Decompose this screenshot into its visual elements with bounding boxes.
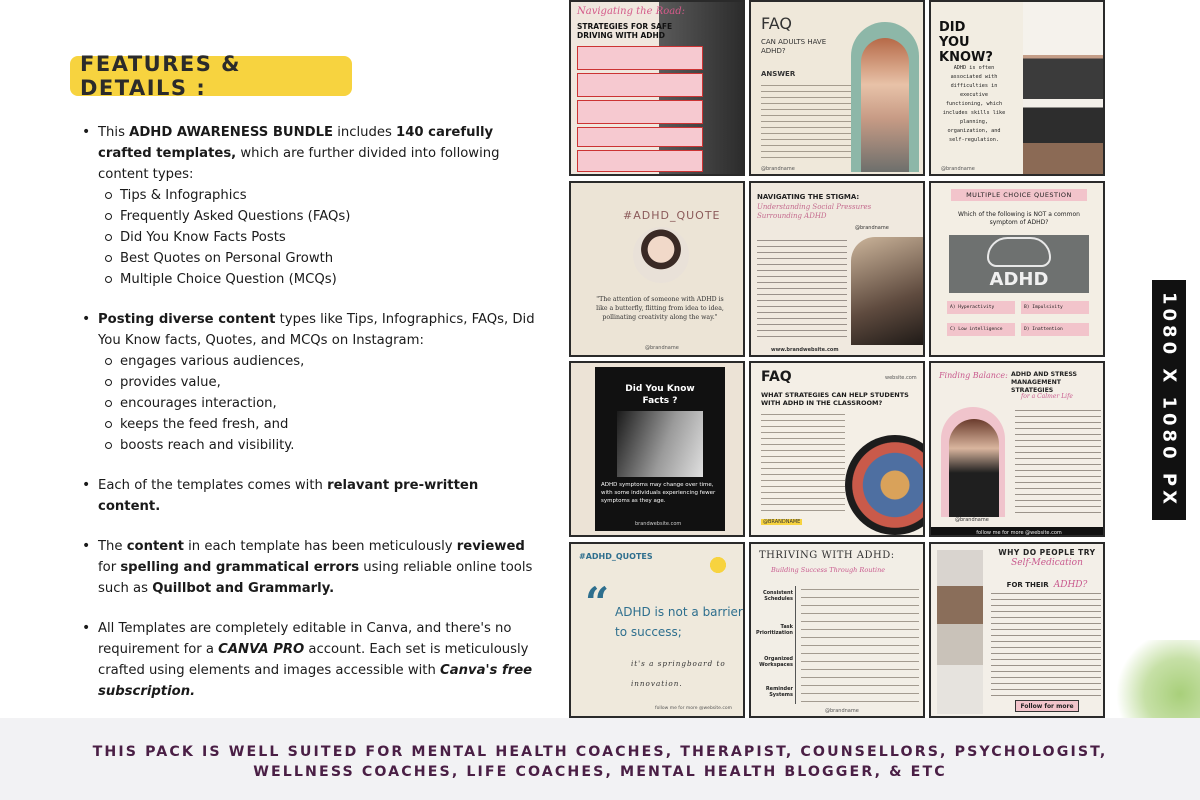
quote-icon: “ [585, 578, 610, 627]
routine-text-lines [801, 586, 919, 704]
mcq-question: Which of the following is NOT a common symptom of ADHD? [958, 211, 1080, 226]
answer-text-lines [761, 411, 845, 515]
mcq-option: A) Hyperactivity [947, 301, 1015, 314]
text: in each template has been meticulously [183, 539, 457, 554]
tips-list [1015, 407, 1101, 517]
tile-title: DID YOU KNOW? [939, 20, 993, 65]
classroom-photo-circle [845, 435, 925, 535]
photo-strip [937, 550, 983, 714]
text: Each of the templates comes with [98, 478, 328, 493]
features-list [82, 122, 542, 721]
woman-photo [617, 411, 703, 477]
tile-script: Finding Balance: [939, 371, 1008, 380]
quote-text: "The attention of someone with ADHD is like a butterfly, flitting from idea to idea, pollinating creativity along the way." [596, 296, 724, 321]
tile-title: NAVIGATING THE STIGMA: [757, 193, 860, 201]
list-item: Did You Know Facts Posts [98, 227, 542, 248]
text: The [98, 539, 127, 554]
decorative-blob [1110, 640, 1200, 730]
text: Quillbot and Grammarly. [152, 581, 335, 596]
text: includes [333, 125, 397, 140]
site: website.com [885, 375, 917, 381]
handle: @brandname [941, 166, 975, 172]
woman-photo [861, 38, 909, 172]
fact-text: ADHD is often associated with difficulties in executive functioning, which includes skills like planning, organization, and self-regulation. [942, 65, 1006, 143]
list-item: keeps the feed fresh, and [98, 414, 542, 435]
template-adhd-quote [569, 181, 745, 357]
text: relavant pre-written content. [98, 478, 479, 514]
tips-card [577, 100, 703, 124]
routine-details [795, 586, 796, 704]
faq-question: CAN ADULTS HAVE ADHD? [761, 38, 827, 55]
tile-title: MULTIPLE CHOICE QUESTION [951, 189, 1087, 201]
list-item: engages various audiences, [98, 351, 542, 372]
text: which are further divided into following content types: [98, 146, 500, 182]
footer: follow me for more @website.com [655, 706, 732, 711]
bulb-icon [701, 550, 735, 580]
handle: @brandname [855, 225, 889, 231]
handle: @brandname [825, 708, 859, 714]
tile-script: for a Calmer Life [1021, 393, 1073, 400]
closet-photo [1023, 2, 1105, 176]
template-mcq [929, 181, 1105, 357]
text: account. Each set is meticulously crafted using elements and images accessible with [98, 642, 529, 678]
faq-question: WHAT STRATEGIES CAN HELP STUDENTS WITH ADHD IN THE CLASSROOM? [761, 391, 909, 407]
feature-reviewed [82, 536, 542, 599]
list-item: boosts reach and visibility. [98, 435, 542, 456]
text: CANVA PRO [218, 642, 305, 657]
template-did-you-know [929, 0, 1105, 176]
benefits-list [98, 351, 542, 456]
routine-row-label: Reminder Systems [765, 686, 793, 698]
tips-card [577, 73, 703, 97]
mcq-option: D) Inattention [1021, 323, 1089, 336]
text: Posting diverse content [98, 312, 276, 327]
list-item: Best Quotes on Personal Growth [98, 248, 542, 269]
reasons-list [991, 590, 1101, 696]
feature-bundle [82, 122, 542, 290]
tile-script: Building Success Through Routine [771, 566, 886, 574]
tips-card [577, 150, 703, 172]
tile-title: Did You Know Facts ? [625, 384, 695, 406]
handle: @brandname [955, 517, 989, 523]
tile-script: Self-Medication [1011, 558, 1083, 568]
site: brandwebsite.com [635, 521, 682, 527]
routine-row-label: Consistent Schedules [762, 590, 793, 602]
features-heading: FEATURES & DETAILS : [70, 56, 352, 96]
audience-line-2: WELLNESS COACHES, LIFE COACHES, MENTAL HEALTH BLOGGER, & ETC [253, 764, 947, 780]
tile-title-2 [991, 572, 1103, 591]
tile-title: THRIVING WITH ADHD: [759, 550, 895, 561]
handle: @BRANDNAME [763, 519, 801, 525]
list-item: provides value, [98, 372, 542, 393]
text: All Templates are completely editable in Canva, and there's no requirement for a [98, 621, 512, 657]
stigma-list [757, 237, 847, 341]
template-self-medication [929, 542, 1105, 718]
footer-bar: follow me for more @website.com [931, 527, 1105, 537]
text: using reliable online tools such as [98, 560, 533, 596]
list-item: encourages interaction, [98, 393, 542, 414]
feature-diverse-content [82, 309, 542, 456]
mcq-option: B) Impulsivity [1021, 301, 1089, 314]
bundle-name: ADHD AWARENESS BUNDLE [129, 125, 333, 140]
mcq-option: C) Low intelligence [947, 323, 1015, 336]
routine-row-label: Task Prioritization [756, 624, 793, 636]
list-item: Multiple Choice Question (MCQs) [98, 269, 542, 290]
template-dyk-facts [569, 361, 745, 537]
tile-tag: #ADHD_QUOTE [623, 209, 721, 222]
tips-card [577, 127, 703, 147]
fact-text: ADHD symptoms may change over time, with some individuals experiencing fewer symptoms as they age. [601, 482, 716, 504]
follow-button: Follow for more [1015, 700, 1079, 712]
image-text: ADHD [989, 269, 1049, 290]
tile-script: Navigating the Road: [577, 6, 685, 17]
handle: @brandname [645, 345, 679, 351]
template-faq-adults [749, 0, 925, 176]
text: for [98, 560, 121, 575]
feature-editable [82, 618, 542, 702]
tile-title: FAQ [761, 14, 792, 33]
woman-photo [949, 419, 999, 517]
template-stigma [749, 181, 925, 357]
template-driving-tips [569, 0, 745, 176]
template-stress-management [929, 361, 1105, 537]
woman-photo [851, 237, 923, 345]
tile-title: FAQ [761, 369, 792, 385]
tile-title: STRATEGIES FOR SAFE DRIVING WITH ADHD [577, 22, 673, 40]
template-count: 140 carefully crafted templates, [98, 125, 494, 161]
template-adhd-quotes [569, 542, 745, 718]
tile-title: ADHD AND STRESS MANAGEMENT STRATEGIES [1011, 371, 1077, 394]
list-item: Frequently Asked Questions (FAQs) [98, 206, 542, 227]
text: Canva's free subscription. [98, 663, 533, 699]
tips-card [577, 46, 703, 70]
tile-script: ADHD? [1053, 580, 1088, 590]
audience-text [0, 742, 1200, 782]
tile-script: it's a springboard to innovation. [631, 659, 726, 688]
answer-text-lines [761, 82, 851, 162]
content-types-list [98, 185, 542, 290]
template-preview-grid [568, 0, 1108, 720]
text: types like Tips, Infographics, FAQs, Did You Know facts, Quotes, and MCQs on Instagram: [98, 312, 535, 348]
text: content [126, 539, 184, 554]
template-thriving [749, 542, 925, 718]
template-faq-classroom [749, 361, 925, 537]
brain-shape [987, 237, 1051, 267]
dimension-badge: 1080 X 1080 PX [1152, 280, 1186, 520]
list-item: Tips & Infographics [98, 185, 542, 206]
text: This [98, 125, 130, 140]
feature-prewritten [82, 475, 542, 517]
tile-tag: #ADHD_QUOTES [579, 552, 653, 561]
quote-text: ADHD is not a barrier to success; [615, 605, 743, 639]
text: FOR THEIR [1006, 581, 1049, 589]
routine-row-label: Organized Workspaces [759, 656, 793, 668]
tile-script: Understanding Social Pressures Surrounding ADHD [757, 203, 872, 220]
text: reviewed [456, 539, 525, 554]
answer-label: ANSWER [761, 70, 796, 78]
girl-photo-circle [633, 227, 689, 283]
site: www.brandwebsite.com [771, 347, 839, 353]
audience-line-1: THIS PACK IS WELL SUITED FOR MENTAL HEALTH COACHES, THERAPIST, COUNSELLORS, PSYCHOLOGIST, [92, 744, 1108, 760]
text: spelling and grammatical errors [120, 560, 360, 575]
handle: @brandname [761, 166, 795, 172]
tile-title: WHY DO PEOPLE TRY [998, 548, 1096, 557]
